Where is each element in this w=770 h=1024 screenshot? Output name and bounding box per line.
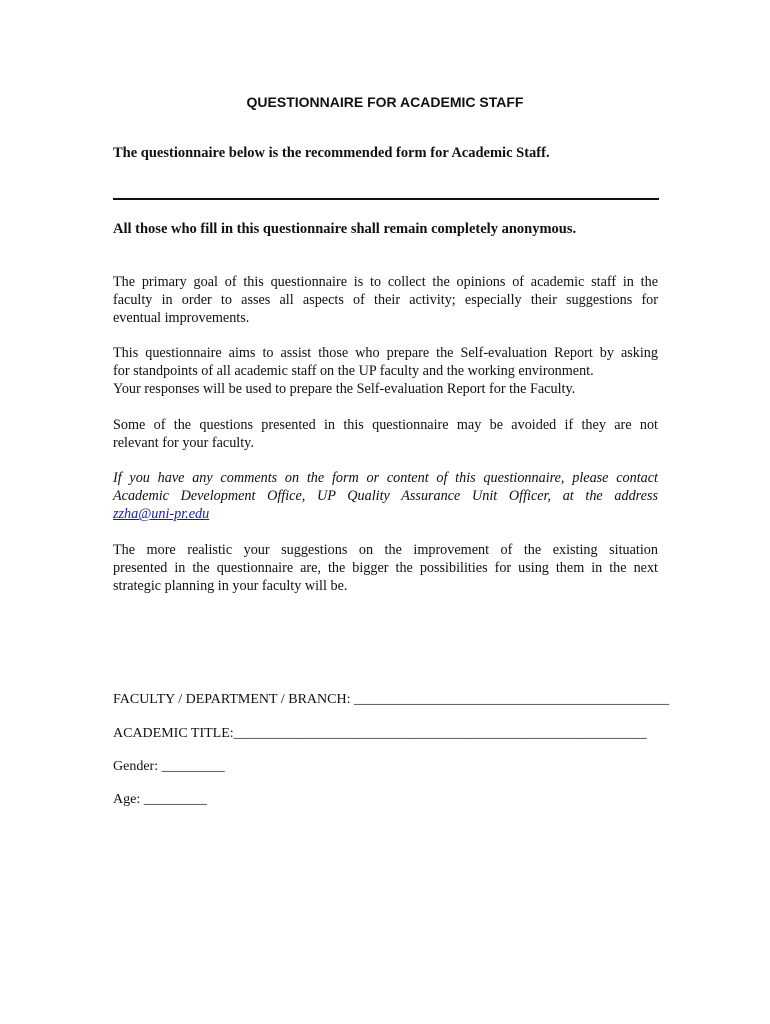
academic-title-field: ACADEMIC TITLE:___________________________________________________________ [113,726,647,741]
paragraph-line: Your responses will be used to prepare the Self-evaluation Report for the Faculty. [113,381,576,397]
horizontal-divider [113,198,659,200]
faculty-department-field: FACULTY / DEPARTMENT / BRANCH: _____________________________________________ [113,692,669,707]
paragraph-line: faculty in order to asses all aspects of their activity; especially their suggestions for [113,292,658,308]
paragraph-line: for standpoints of all academic staff on the UP faculty and the working environment. [113,363,594,379]
contact-email-link[interactable]: zzha@uni-pr.edu [113,506,210,522]
aim-paragraph [113,344,658,398]
paragraph-line: The primary goal of this questionnaire is to collect the opinions of academic staff in the [113,274,658,290]
paragraph-line: Academic Development Office, UP Quality Assurance Unit Officer, at the address [113,488,658,504]
paragraph-line: relevant for your faculty. [113,435,254,451]
page-title: QUESTIONNAIRE FOR ACADEMIC STAFF [246,94,524,110]
email-line [113,505,658,523]
gender-field: Gender: _________ [113,759,225,774]
suggestions-paragraph [113,541,658,595]
paragraph-line: strategic planning in your faculty will be. [113,578,348,594]
anonymity-notice: All those who fill in this questionnaire shall remain completely anonymous. [113,221,577,237]
goal-paragraph [113,273,658,327]
paragraph-line: The more realistic your suggestions on the improvement of the existing situation [113,542,658,558]
optional-questions-paragraph [113,416,658,452]
paragraph-line: If you have any comments on the form or content of this questionnaire, please contact [113,470,658,486]
contact-paragraph [113,469,658,523]
paragraph-line: Some of the questions presented in this questionnaire may be avoided if they are not [113,417,658,433]
paragraph-line: This questionnaire aims to assist those who prepare the Self-evaluation Report by asking [113,345,658,361]
paragraph-line: presented in the questionnaire are, the bigger the possibilities for using them in the next [113,560,658,576]
intro-statement: The questionnaire below is the recommended form for Academic Staff. [113,145,550,161]
age-field: Age: _________ [113,792,207,807]
paragraph-line: eventual improvements. [113,310,250,326]
